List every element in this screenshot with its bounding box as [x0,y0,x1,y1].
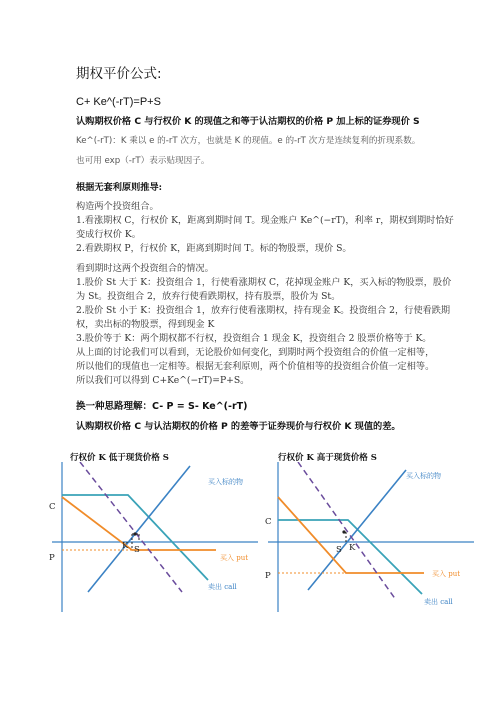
exp-explanation: 也可用 exp（-rT）表示贴现因子。 [76,156,210,166]
chart1-label-c: C [49,502,56,512]
chart2-buy-underlying-line [308,470,406,590]
chart1-legend-sell-call: 卖出 call [208,583,237,591]
chart1-synthetic-line [80,462,182,592]
case-line: 权，卖出标的物股票，得到现金 K [76,319,215,330]
case-line: 所以他们的现值也一定相等。根据无套利原则，两个价值相等的投资组合价值一定相等。 [76,361,435,372]
construct-line: 变成行权价 K。 [76,229,141,240]
case-line: 3.股价等于 K：两个期权都不行权，投资组合 1 现金 K，投资组合 2 股票价格等于 K。 [76,333,432,344]
case-line: 从上面的讨论我们可以看到，无论股价如何变化，到期时两个投资组合的价值一定相等， [76,347,435,358]
case-line: 1.股价 St 大于 K：投资组合 1，行使看涨期权 C，花掉现金账户 K，买入标的物股票，股价 [76,277,452,288]
parity-formula: C+ Ke^(-rT)=P+S [76,96,161,108]
chart1-label-k: K [122,541,129,551]
case-line: 看到期时这两个投资组合的情况。 [76,263,214,274]
chart2-label-k: K [349,543,356,553]
construct-line: 2.看跌期权 P，行权价 K，距离到期时间 T。标的物股票，现价 S。 [76,243,352,254]
chart2-title: 行权价 K 高于现货价格 S [278,453,377,463]
chart1-payoff-diagram [40,462,260,622]
chart2-legend-buy-put: 买入 put [432,570,461,578]
case-line: 所以我们可以得到 C+Ke^(−rT)=P+S。 [76,375,250,386]
chart2-sell-call-line [278,520,422,594]
alt-heading: 换一种思路理解：C- P = S- Ke^(-rT) [76,401,248,412]
ke-explanation: Ke^(-rT)：K 乘以 e 的-rT 次方，也就是 K 的现值。e 的-rT 次方是连续复利的折现系数。 [76,136,421,146]
chart1-legend-buy-put: 买入 put [220,554,249,562]
chart2-synthetic-line [298,462,396,600]
derivation-heading: 根据无套利原则推导: [76,182,163,193]
construct-line: 1.看涨期权 C，行权价 K，距离到期时间 T。现金账户 Ke^(−rT)，利率 r，期权到期时恰好 [76,215,454,226]
chart2-buy-put-line [278,497,424,573]
chart1-sell-call-line [62,495,208,580]
definition-text: 认购期权价格 C 与行权价 K 的现值之和等于认沽期权的价格 P 加上标的证券现价 S [76,116,420,127]
page-title: 期权平价公式: [76,66,162,82]
chart2-label-s: S [336,545,342,555]
chart2-legend-buy-underlying: 买入标的物 [406,472,441,480]
chart1-legend-buy-underlying: 买入标的物 [208,478,243,486]
chart1-title: 行权价 K 低于现货价格 S [70,453,169,463]
chart2-payoff-diagram [256,462,476,622]
chart2-legend-sell-call: 卖出 call [424,598,453,606]
chart2-label-c: C [265,517,272,527]
chart1-label-p: P [49,553,55,563]
case-line: 2.股价 St 小于 K：投资组合 1，放弃行使看涨期权，持有现金 K。投资组合 2，行使看跌期 [76,305,451,316]
chart1-label-s: S [134,545,140,555]
alt-definition: 认购期权价格 C 与认沽期权的价格 P 的差等于证券现价与行权价 K 现值的差。 [76,421,401,432]
case-line: 为 St。投资组合 2，放弃行使看跌期权，持有股票，股价为 St。 [76,291,341,302]
construct-line: 构造两个投资组合。 [76,201,159,212]
chart1-intersection-point [133,532,136,535]
chart2-intersection-point [342,530,345,533]
chart2-label-p: P [265,571,271,581]
